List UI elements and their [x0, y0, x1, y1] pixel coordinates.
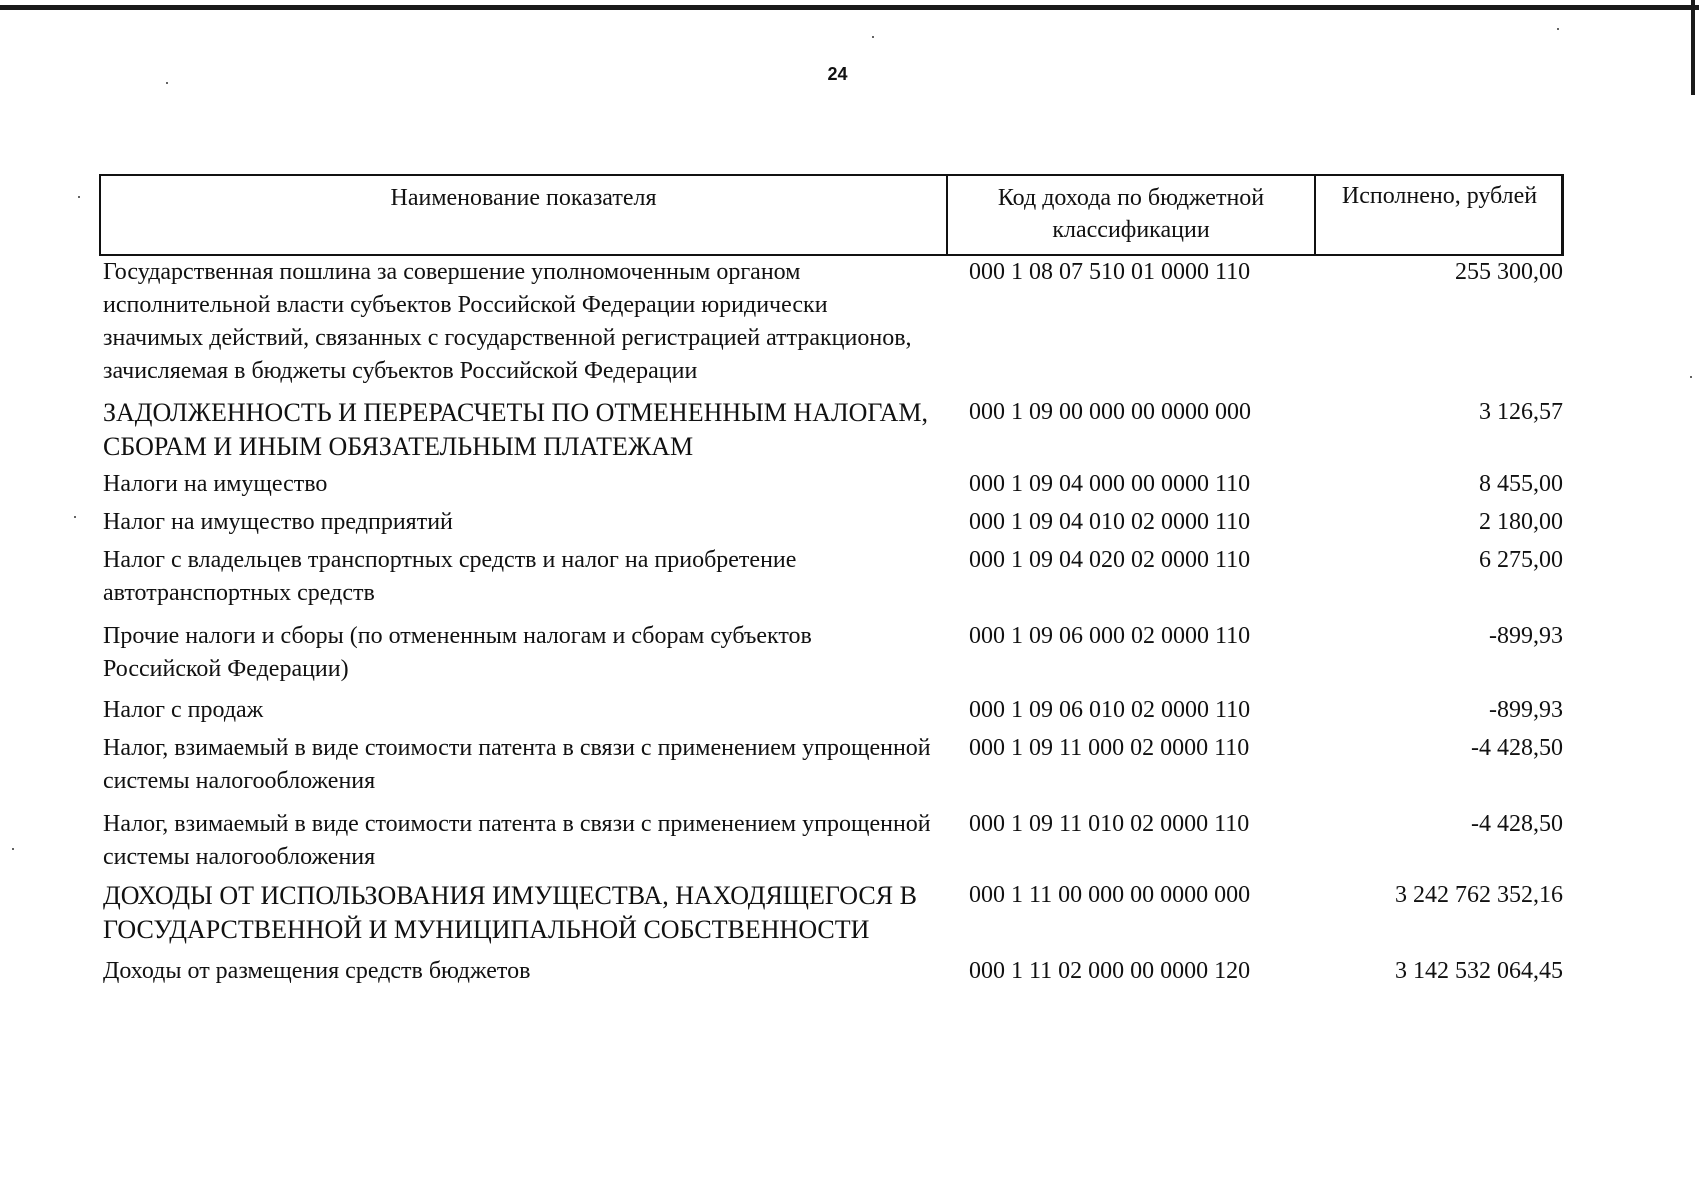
table-row	[103, 694, 1563, 727]
table-row	[103, 955, 1563, 988]
table-row	[103, 879, 1563, 947]
row-code: 000 1 09 11 000 02 0000 110	[969, 735, 1250, 761]
row-amount: -899,93	[1489, 697, 1563, 723]
row-amount: 2 180,00	[1479, 509, 1563, 535]
row-amount: -899,93	[1489, 623, 1563, 649]
row-code: 000 1 09 00 000 00 0000 000	[969, 399, 1251, 425]
page-number: 24	[827, 64, 848, 84]
scan-speck	[1557, 28, 1559, 30]
table-row	[103, 544, 1563, 610]
header-amount-column: Исполнено, рублей	[1314, 176, 1563, 254]
row-name: Государственная пошлина за совершение уполномоченным органом исполнительной власти субъектов Российской Федерации юридически значимых действий, связанных с государственной регистрацией аттракционов, зачисляемая в бюджеты субъектов Российской Федерации	[103, 259, 912, 384]
row-name: Налоги на имущество	[103, 471, 328, 497]
row-code: 000 1 09 04 010 02 0000 110	[969, 509, 1251, 535]
row-name: Налог с владельцев транспортных средств и налог на приобретение автотранспортных средств	[103, 547, 797, 606]
scan-speck	[872, 36, 874, 38]
table-row	[103, 468, 1563, 501]
row-amount: 255 300,00	[1455, 259, 1563, 285]
header-code-line2: классификации	[1052, 217, 1210, 243]
row-amount: -4 428,50	[1471, 811, 1563, 837]
header-code-column	[946, 176, 1314, 254]
scan-speck	[1690, 376, 1692, 378]
table-row	[103, 506, 1563, 539]
table-row	[103, 732, 1563, 798]
row-name: Доходы от размещения средств бюджетов	[103, 958, 531, 984]
row-name: ЗАДОЛЖЕННОСТЬ И ПЕРЕРАСЧЕТЫ ПО ОТМЕНЕННЫМ НАЛОГАМ, СБОРАМ И ИНЫМ ОБЯЗАТЕЛЬНЫМ ПЛАТЕЖАМ	[103, 398, 928, 461]
row-name: Прочие налоги и сборы (по отмененным налогам и сборам субъектов Российской Федерации)	[103, 623, 812, 682]
scan-speck	[78, 196, 80, 198]
row-name: Налог с продаж	[103, 697, 264, 723]
table-row	[103, 620, 1563, 686]
row-code: 000 1 09 04 020 02 0000 110	[969, 547, 1251, 573]
scan-speck	[12, 848, 14, 850]
row-amount: 3 242 762 352,16	[1395, 882, 1563, 908]
row-amount: 6 275,00	[1479, 547, 1563, 573]
table-header	[99, 174, 1564, 256]
row-code: 000 1 09 11 010 02 0000 110	[969, 811, 1250, 837]
row-name: Налог на имущество предприятий	[103, 509, 453, 535]
right-edge-line	[1691, 0, 1695, 95]
row-amount: 3 142 532 064,45	[1395, 958, 1563, 984]
row-code: 000 1 09 04 000 00 0000 110	[969, 471, 1251, 497]
row-code: 000 1 08 07 510 01 0000 110	[969, 259, 1251, 285]
scan-speck	[74, 516, 76, 518]
table-body	[103, 256, 1563, 988]
row-name: Налог, взимаемый в виде стоимости патента в связи с применением упрощенной системы налогообложения	[103, 735, 931, 794]
row-name: Налог, взимаемый в виде стоимости патента в связи с применением упрощенной системы налогообложения	[103, 811, 931, 870]
row-amount: -4 428,50	[1471, 735, 1563, 761]
header-code-line1: Код дохода по бюджетной	[997, 185, 1265, 211]
header-name-column: Наименование показателя	[390, 185, 657, 211]
row-amount: 8 455,00	[1479, 471, 1563, 497]
row-code: 000 1 09 06 000 02 0000 110	[969, 623, 1251, 649]
row-code: 000 1 11 00 000 00 0000 000	[969, 882, 1251, 908]
row-amount: 3 126,57	[1479, 399, 1563, 425]
table-row	[103, 808, 1563, 874]
row-code: 000 1 11 02 000 00 0000 120	[969, 958, 1251, 984]
row-code: 000 1 09 06 010 02 0000 110	[969, 697, 1251, 723]
row-name: ДОХОДЫ ОТ ИСПОЛЬЗОВАНИЯ ИМУЩЕСТВА, НАХОДЯЩЕГОСЯ В ГОСУДАРСТВЕННОЙ И МУНИЦИПАЛЬНОЙ СОБСТВЕННОСТИ	[103, 881, 917, 944]
top-border-line	[0, 5, 1699, 10]
table-row	[103, 256, 1563, 388]
table-row	[103, 396, 1563, 464]
